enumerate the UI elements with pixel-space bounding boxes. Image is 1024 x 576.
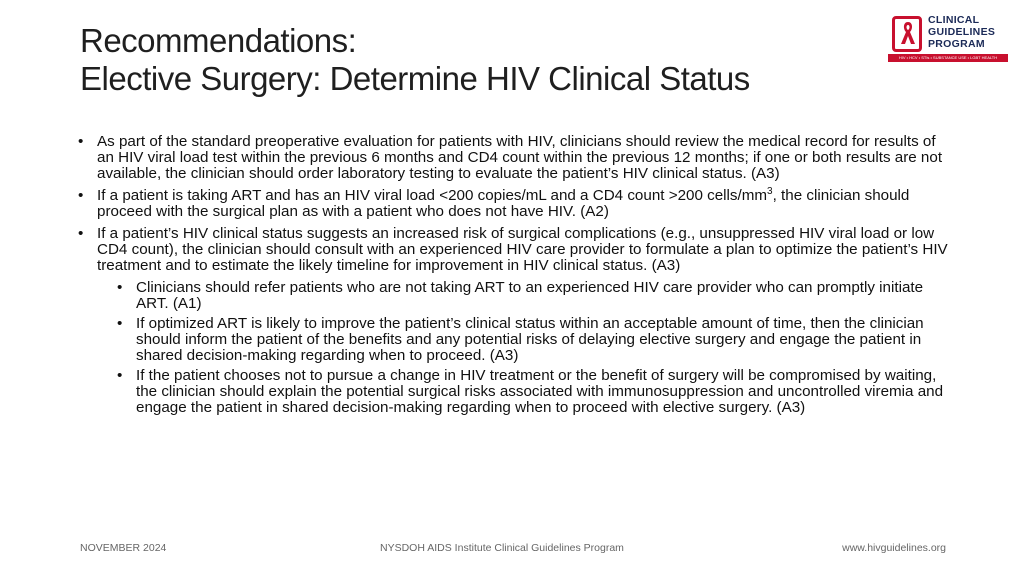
footer-date: NOVEMBER 2024 (80, 542, 167, 554)
bullet-item (78, 226, 948, 274)
sub-bullet-item (117, 280, 948, 312)
sub-bullet-text: If optimized ART is likely to improve the patient’s clinical status within an acceptable amount of time, then the clinician should inform the patient of the benefits and any potential risks of delaying elective surgery and engage the patient in shared decision-making regarding when to proceed. (A3) (136, 315, 924, 364)
bullet-item (78, 185, 948, 220)
bullet-text (97, 187, 909, 220)
logo-line-1: CLINICAL (928, 14, 980, 26)
bullet-text-part: If a patient is taking ART and has an HIV viral load <200 copies/mL and a CD4 count >200 cells/mm (97, 187, 768, 204)
bullet-glyph: • (117, 315, 123, 332)
superscript: 3 (767, 185, 773, 197)
bullet-glyph: • (78, 187, 84, 204)
logo-line-3: PROGRAM (928, 38, 985, 50)
bullet-item (78, 134, 948, 182)
bullet-glyph: • (117, 279, 123, 296)
footer-org: NYSDOH AIDS Institute Clinical Guidelines Program (380, 542, 624, 554)
bullet-text: As part of the standard preoperative evaluation for patients with HIV, clinicians should review the medical record for results of an HIV viral load test within the previous 6 months and CD4 count within the previous 12 months; if one or both results are not available, the clinician should order laboratory testing to evaluate the patient’s HIV clinical status. (A3) (97, 133, 943, 182)
sub-bullet-text: If the patient chooses not to pursue a change in HIV treatment or the benefit of surgery will be compromised by waiting, the clinician should explain the potential surgical risks associated with immunosuppression and uncontrolled viremia and engage the patient in shared decision-making regarding when to proceed with elective surgery. (A3) (136, 367, 944, 416)
bullet-glyph: • (117, 367, 123, 384)
title-line-2: Elective Surgery: Determine HIV Clinical Status (80, 60, 750, 97)
logo-line-2: GUIDELINES (928, 26, 996, 38)
slide-title (80, 22, 840, 98)
sub-bullet-item (117, 368, 948, 416)
footer-url[interactable]: www.hivguidelines.org (842, 542, 946, 554)
clinical-guidelines-program-logo (884, 12, 1008, 66)
logo-wordmark (928, 14, 995, 50)
sub-bullet-text: Clinicians should refer patients who are not taking ART to an experienced HIV care provider who can promptly initiate ART. (A1) (136, 279, 924, 312)
bullet-text-part: , the clinician should proceed with the surgical plan as with a patient who does not have HIV. (A2) (97, 187, 910, 220)
title-line-1: Recommendations: (80, 22, 357, 59)
bullet-text: If a patient’s HIV clinical status suggests an increased risk of surgical complications (e.g., unsuppressed HIV viral load or low CD4 count), the clinician should consult with an experienced HIV care provider to formulate a plan to optimize the patient’s HIV treatment and to estimate the likely timeline for improvement in HIV clinical status. (A3) (97, 225, 948, 274)
bullet-glyph: • (78, 225, 84, 242)
slide-body (78, 134, 948, 420)
sub-bullet-item (117, 316, 948, 364)
red-ribbon-icon (900, 20, 916, 46)
logo-tagline: HIV • HCV • STIs • SUBSTANCE USE • LGBT HEALTH (888, 54, 1008, 62)
bullet-glyph: • (78, 133, 84, 150)
